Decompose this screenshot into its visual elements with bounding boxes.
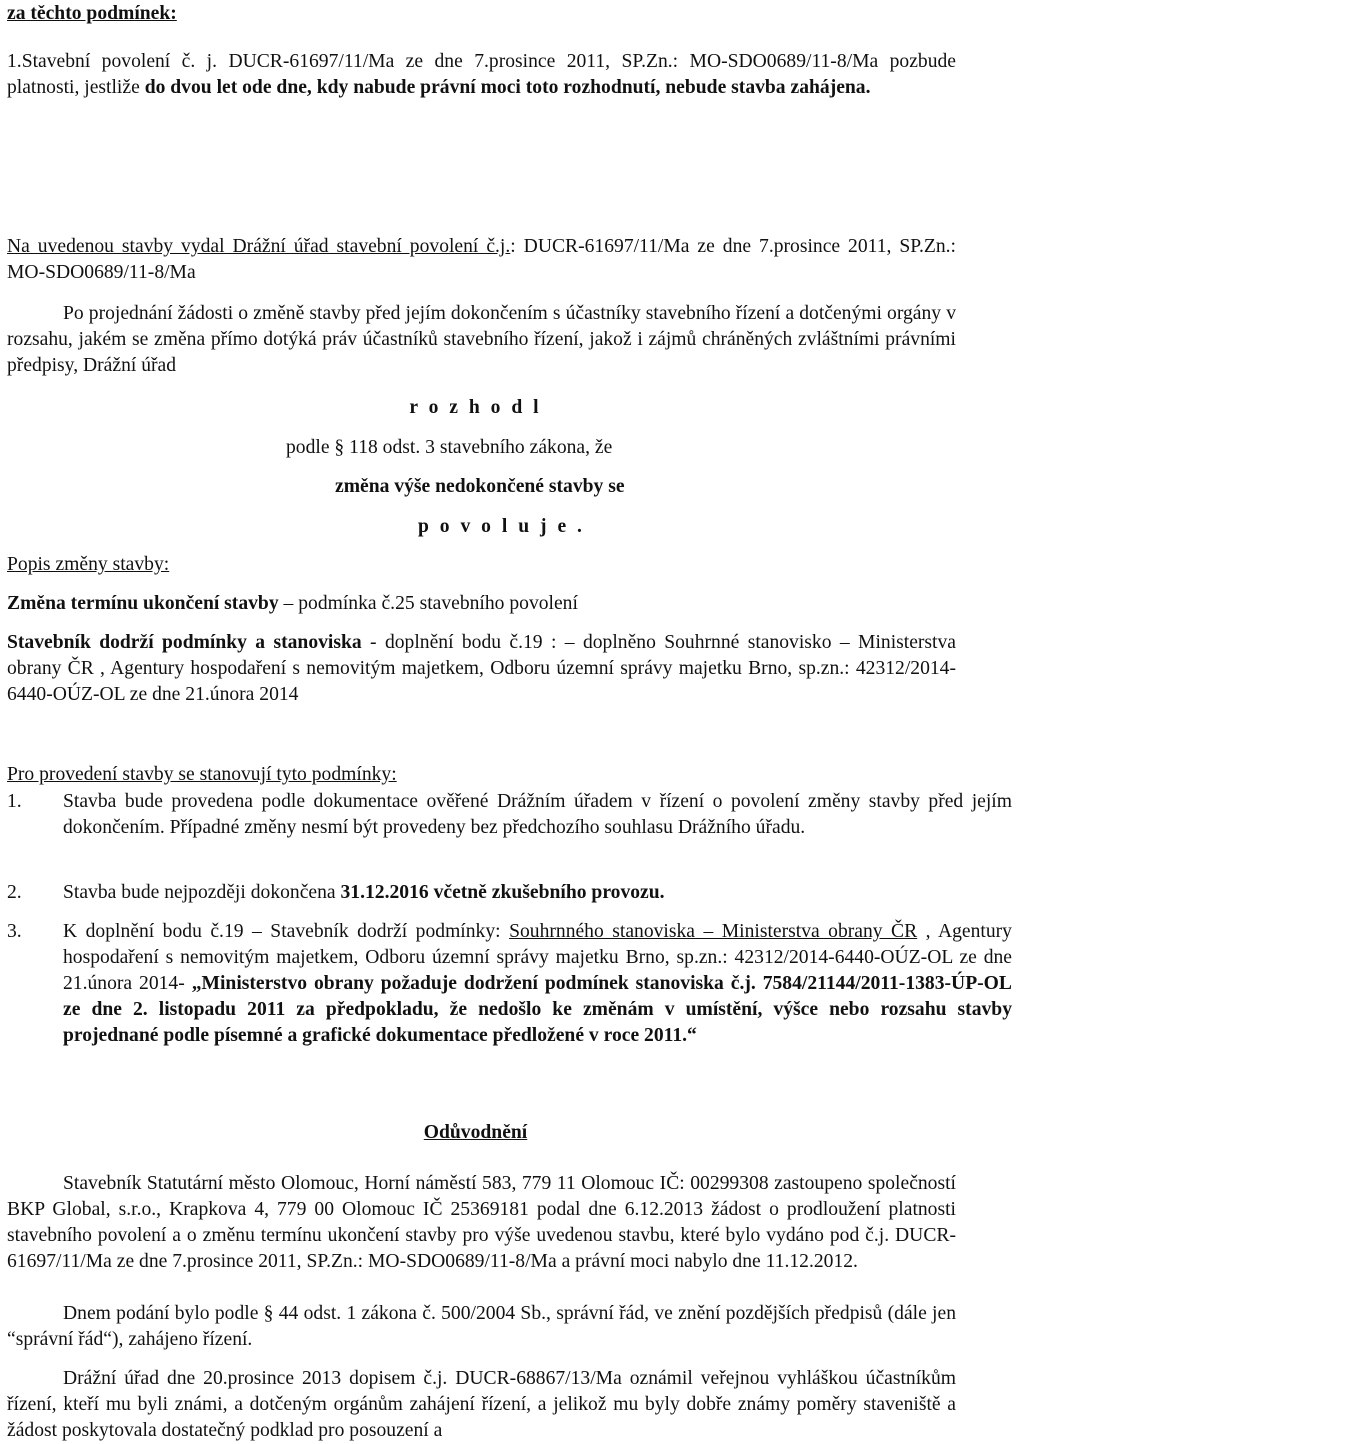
- permit-reference: [7, 234, 956, 286]
- condition-item-2: 2. Stavba bude nejpozději dokončena 31.12.2016 včetně zkušebního provozu.: [7, 882, 665, 903]
- conditions-label: Pro provedení stavby se stanovují tyto podmínky:: [7, 764, 397, 785]
- justification-paragraph-2: Dnem podání bylo podle § 44 odst. 1 zákona č. 500/2004 Sb., správní řád, ve znění pozdějších předpisů (dále jen “správní řád“), zahájeno řízení.: [7, 1303, 956, 1350]
- permit-reference-text: : DUCR-61697/11/Ma ze dne 7.prosince 2011, SP.Zn.: MO-SDO0689/11-8/Ma: [7, 236, 956, 283]
- condition-validity-text: 1.Stavební povolení č. j. DUCR-61697/11/Ma ze dne 7.prosince 2011, SP.Zn.: MO-SDO0689/11-8/Ma pozbude platnosti, jestliže: [7, 51, 956, 98]
- intro-text: Po projednání žádosti o změně stavby před jejím dokončením s účastníky stavebního řízení a dotčenými orgány v rozsahu, jakém se změna přímo dotýká práv účastníků stavebního řízení, jakož i zájmů chráněných zvláštními právními předpisy, Drážní úřad: [7, 303, 956, 376]
- justification-title: Odůvodnění: [423, 1122, 528, 1143]
- decision-povoluje: p o v o l u j e .: [418, 516, 585, 537]
- condition-validity-bold: do dvou let ode dne, kdy nabude právní moci toto rozhodnutí, nebude stavba zahájena.: [144, 77, 871, 98]
- decision-change: změna výše nedokončené stavby se: [335, 476, 625, 497]
- decision-legal-basis: podle § 118 odst. 3 stavebního zákona, že: [286, 437, 613, 458]
- section-heading: [7, 1, 956, 27]
- decision-rozhodl: r o z h o d l: [409, 397, 542, 418]
- condition-validity: [7, 49, 956, 101]
- justification-paragraph-1: Stavebník Statutární město Olomouc, Horní náměstí 583, 779 11 Olomouc IČ: 00299308 zastoupeno společností BKP Global, s.r.o., Krapkova 4, 779 00 Olomouc IČ 25369181 podal dne 6.12.2013 žádost o prodloužení platnosti stavebního povolení a o změnu termínu ukončení stavby pro výše uvedenou stavbu, které bylo vydáno pod č.j. DUCR-61697/11/Ma ze dne 7.prosince 2011, SP.Zn.: MO-SDO0689/11-8/Ma a právní moci nabylo dne 11.12.2012.: [7, 1173, 956, 1272]
- heading-text: za těchto podmínek:: [7, 3, 177, 24]
- change-conditions: Stavebník dodrží podmínky a stanoviska - doplnění bodu č.19 : – doplněno Souhrnné stanovisko – Ministerstva obrany ČR , Agentury hospodaření s nemovitým majetkem, Odboru územní správy majetku Brno, sp.zn.: 42312/2014-6440-OÚZ-OL ze dne 21.února 2014: [7, 632, 956, 705]
- condition-item-1: 1. Stavba bude provedena podle dokumentace ověřené Drážním úřadem v řízení o povolení změny stavby před jejím dokončením. Případné změny nesmí být provedeny bez předchozího souhlasu Drážního úřadu.: [7, 791, 1012, 838]
- change-description-label: Popis změny stavby:: [7, 554, 170, 575]
- change-term: Změna termínu ukončení stavby – podmínka č.25 stavebního povolení: [7, 593, 578, 614]
- justification-paragraph-3: Drážní úřad dne 20.prosince 2013 dopisem č.j. DUCR-68867/13/Ma oznámil veřejnou vyhláškou účastníkům řízení, kteří mu byli známi, a dotčeným orgánům zahájení řízení, a jelikož mu byly dobře známy poměry staveniště a žádost poskytovala dostatečný podklad pro posouzení a: [7, 1368, 956, 1441]
- permit-reference-underlined: Na uvedenou stavby vydal Drážní úřad stavební povolení č.j.: [7, 236, 511, 257]
- intro-paragraph: [7, 301, 956, 379]
- condition-item-3: 3. K doplnění bodu č.19 – Stavebník dodrží podmínky: Souhrnného stanoviska – Ministerstva obrany ČR , Agentury hospodaření s nemovitým majetkem, Odboru územní správy majetku Brno, sp.zn.: 42312/2014-6440-OÚZ-OL ze dne 21.února 2014- „Ministerstvo obrany požaduje dodržení podmínek stanoviska č.j. 7584/21144/2011-1383-ÚP-OL ze dne 2. listopadu 2011 za předpokladu, že nedošlo ke změnám v umístění, výšce nebo rozsahu stavby projednané podle písemné a grafické dokumentace předložené v roce 2011.“: [7, 921, 1012, 1046]
